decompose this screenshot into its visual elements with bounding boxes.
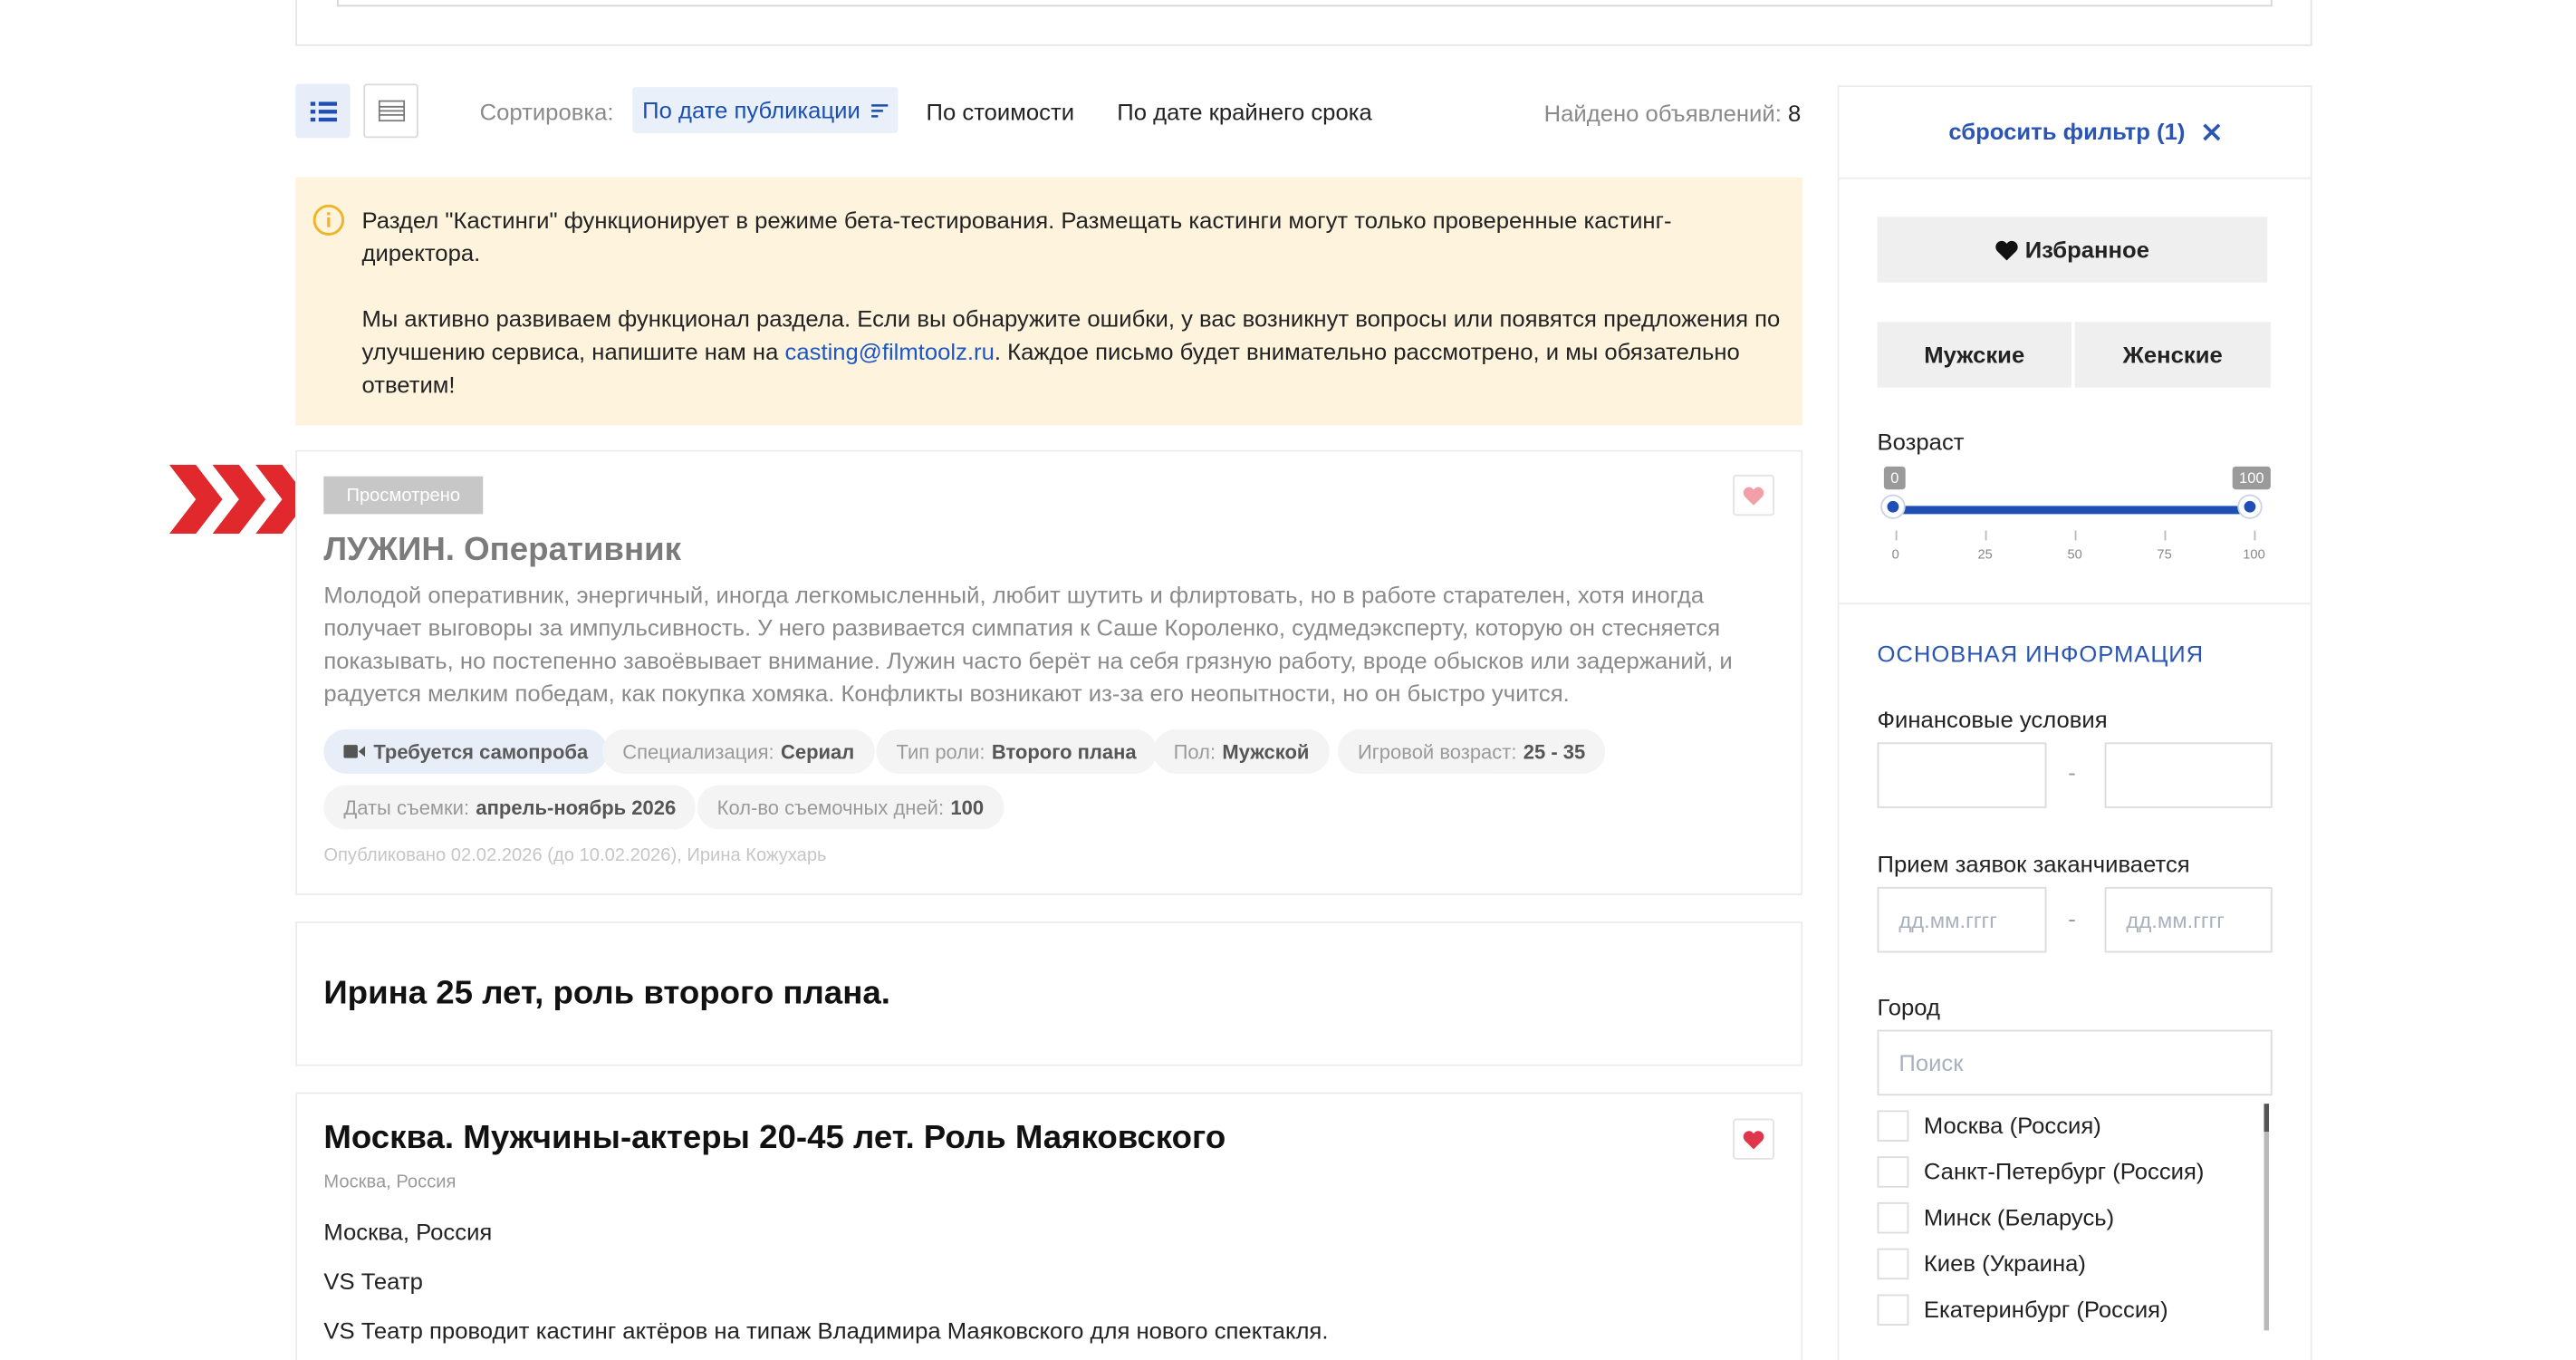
city-checkbox[interactable] (1878, 1156, 1909, 1187)
info-icon (312, 204, 346, 236)
age-tick-label: 75 (2157, 546, 2172, 562)
sort-by-deadline[interactable]: По дате крайнего срока (1117, 98, 1372, 125)
found-label: Найдено объявлений: (1543, 100, 1782, 127)
city-list-scrollbar[interactable] (2264, 1104, 2269, 1330)
card-title[interactable]: ЛУЖИН. Оперативник (323, 532, 681, 569)
city-option[interactable]: Минск (Беларусь) (1923, 1203, 2115, 1230)
notice-paragraph-2: Мы активно развиваем функционал раздела. Если вы обнаружите ошибки, у вас возникнут вопросы или появятся предложения по улучшению сервиса, напишите нам на casting@filmtoolz.ru. Каждое письмо будет внимательно рассмотрено, и мы обязательно ответим! (361, 305, 1781, 398)
age-label: Возраст (1877, 429, 1965, 456)
city-checkbox[interactable] (1878, 1202, 1909, 1233)
deadline-to-input[interactable]: дд.мм.гггг (2105, 887, 2273, 953)
female-filter-button[interactable]: Женские (2075, 322, 2271, 388)
notice-email-link[interactable]: casting@filmtoolz.ru (784, 338, 995, 365)
chevron-marker-icon (169, 465, 315, 534)
male-filter-button[interactable]: Мужские (1878, 322, 2071, 388)
card-title[interactable]: Москва. Мужчины-актеры 20-45 лет. Роль Маяковского (323, 1120, 1226, 1157)
list-view-icon (310, 100, 336, 122)
reset-filter-button[interactable] (1948, 119, 2221, 145)
found-number: 8 (1787, 100, 1802, 127)
selftape-tag: Требуется самопроба (323, 729, 608, 774)
published-info: Опубликовано 02.02.2026 (до 10.02.2026), Ирина Кожухарь (323, 845, 827, 866)
reset-filter-label: сбросить фильтр (1) (1948, 118, 2186, 145)
tag-specialization: Специализация: Сериал (602, 729, 874, 774)
tag-shoot-dates: Даты съемки: апрель-ноябрь 2026 (323, 786, 696, 830)
city-list-scrollbar-thumb[interactable] (2264, 1104, 2269, 1132)
age-tick (1985, 531, 1987, 541)
city-option[interactable]: Екатеринбург (Россия) (1923, 1296, 2168, 1323)
tag-shoot-days: Кол-во съемочных дней: 100 (697, 786, 1004, 830)
age-tick-label: 25 (1977, 546, 1993, 562)
city-option[interactable]: Санкт-Петербург (Россия) (1923, 1158, 2205, 1185)
video-camera-icon (343, 744, 365, 758)
tag-role-type: Тип роли: Второго плана (877, 729, 1157, 774)
city-checkbox[interactable] (1878, 1249, 1909, 1279)
section-title: ОСНОВНАЯ ИНФОРМАЦИЯ (1877, 640, 2205, 667)
card-line: Москва, Россия (323, 1219, 493, 1246)
card-line: VS Театр (323, 1268, 423, 1295)
age-max-handle[interactable] (2239, 496, 2261, 517)
age-max-bubble: 100 (2233, 467, 2271, 489)
range-dash: - (2068, 758, 2076, 786)
finance-max-input[interactable] (2105, 742, 2273, 808)
age-tick-label: 50 (2067, 546, 2082, 562)
age-min-bubble: 0 (1884, 467, 1906, 489)
favorite-button[interactable] (1733, 475, 1774, 516)
favorite-button[interactable] (1733, 1119, 1774, 1160)
age-tick (2254, 531, 2256, 541)
age-tick-label: 0 (1891, 546, 1899, 562)
sort-label: Сортировка: (479, 98, 614, 125)
notice-paragraph-1: Раздел "Кастинги" функционирует в режиме бета-тестирования. Размещать кастинги могут только проверенные кастинг-директора. (361, 207, 1672, 266)
card-line: VS Театр проводит кастинг актёров на типаж Владимира Маяковского для нового спектакля. (323, 1317, 1329, 1344)
deadline-from-input[interactable]: дд.мм.гггг (1878, 887, 2047, 953)
finance-min-input[interactable] (1878, 742, 2047, 808)
table-view-button[interactable] (363, 83, 418, 138)
city-option[interactable]: Москва (Россия) (1923, 1112, 2101, 1139)
favorites-button[interactable] (1878, 217, 2268, 283)
table-view-icon (378, 101, 404, 122)
sidebar-divider (1839, 603, 2310, 604)
age-tick (1896, 531, 1898, 541)
sort-by-publication-date[interactable] (632, 87, 899, 133)
list-view-button[interactable] (295, 83, 350, 138)
card-description: Молодой оперативник, энергичный, иногда легкомысленный, любит шутить и флиртовать, но в работе старателен, хотя иногда получает выговоры за импульсивность. У него развивается симпатия к Саше Короленко, судмедэксперту, которую он стесняется показывать, но постепенно завоёвывает внимание. Лужин часто берёт на себя грязную работу, вроде обысков или задержаний, и радуется мелким победам, как покупка хомяка. Конфликты возникают из-за его неопытности, но он быстро учится. (323, 581, 1733, 707)
age-min-handle[interactable] (1882, 496, 1904, 517)
tag-gender: Пол: Мужской (1154, 729, 1330, 774)
tag-play-age: Игровой возраст: 25 - 35 (1338, 729, 1605, 774)
age-tick-label: 100 (2243, 546, 2265, 562)
heart-icon (1743, 486, 1764, 506)
range-dash: - (2068, 904, 2076, 931)
deadline-label: Прием заявок заканчивается (1877, 851, 2190, 878)
finance-label: Финансовые условия (1877, 706, 2108, 733)
sort-icon (872, 102, 889, 117)
age-tick (2075, 531, 2077, 541)
card-title[interactable]: Ирина 25 лет, роль второго плана. (323, 975, 890, 1012)
heart-icon (1743, 1129, 1764, 1149)
sort-by-cost[interactable]: По стоимости (926, 98, 1075, 125)
heart-icon (1995, 239, 2019, 261)
card-location: Москва, Россия (323, 1172, 457, 1193)
age-slider-track[interactable] (1896, 506, 2254, 514)
top-search-input[interactable] (337, 0, 2273, 6)
age-tick (2165, 531, 2167, 541)
beta-notice (295, 178, 1802, 426)
sidebar-divider (1839, 178, 2310, 179)
top-search-panel (295, 0, 2312, 46)
city-checkbox[interactable] (1878, 1110, 1909, 1141)
city-search-input[interactable]: Поиск (1878, 1030, 2273, 1096)
close-icon (2203, 123, 2221, 141)
favorites-label: Избранное (2024, 236, 2150, 264)
city-option[interactable]: Киев (Украина) (1923, 1249, 2086, 1277)
city-label: Город (1877, 993, 1940, 1020)
found-count (1544, 101, 1802, 127)
city-checkbox[interactable] (1878, 1294, 1909, 1325)
viewed-badge: Просмотрено (323, 477, 483, 515)
sort-active-label: По дате публикации (642, 96, 860, 123)
